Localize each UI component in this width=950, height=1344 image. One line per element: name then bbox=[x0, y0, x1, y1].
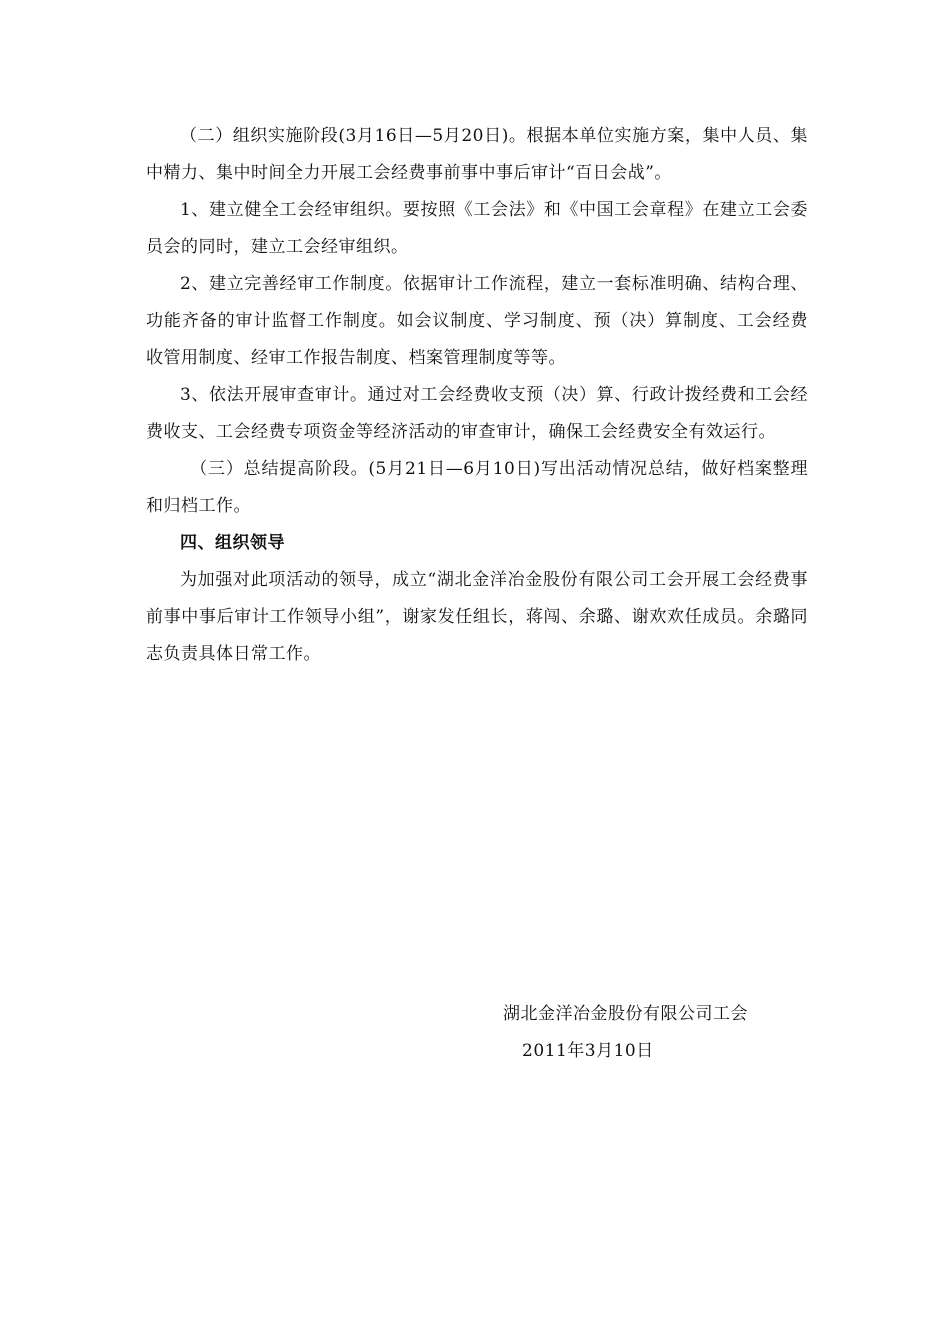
paragraph-leadership: 为加强对此项活动的领导，成立“湖北金洋冶金股份有限公司工会开展工会经费事前事中事后审计工作领导小组”，谢家发任组长，蒋闯、余璐、谢欢欢任成员。余璐同志负责具体日常工作。 bbox=[146, 570, 808, 664]
signature-date: 2011年3月10日 bbox=[522, 1041, 654, 1061]
signature-block bbox=[503, 996, 748, 1070]
paragraph-summary-phase: （三）总结提高阶段。(5月21日—6月10日)写出活动情况总结，做好档案整理和归档工作。 bbox=[146, 459, 808, 516]
paragraph-item-3: 3、依法开展审查审计。通过对工会经费收支预（决）算、行政计拨经费和工会经费收支、工会经费专项资金等经济活动的审查审计，确保工会经费安全有效运行。 bbox=[146, 385, 808, 442]
paragraph-implementation-phase: （二）组织实施阶段(3月16日—5月20日)。根据本单位实施方案，集中人员、集中精力、集中时间全力开展工会经费事前事中事后审计“百日会战”。 bbox=[146, 126, 808, 183]
paragraph-item-2: 2、建立完善经审工作制度。依据审计工作流程，建立一套标准明确、结构合理、功能齐备的审计监督工作制度。如会议制度、学习制度、预（决）算制度、工会经费收管用制度、经审工作报告制度、档案管理制度等等。 bbox=[146, 274, 808, 368]
document-body bbox=[146, 118, 808, 673]
signature-organization: 湖北金洋冶金股份有限公司工会 bbox=[503, 1004, 748, 1024]
paragraph-item-1: 1、建立健全工会经审组织。要按照《工会法》和《中国工会章程》在建立工会委员会的同时，建立工会经审组织。 bbox=[146, 200, 808, 257]
section-heading-leadership: 四、组织领导 bbox=[180, 533, 285, 553]
